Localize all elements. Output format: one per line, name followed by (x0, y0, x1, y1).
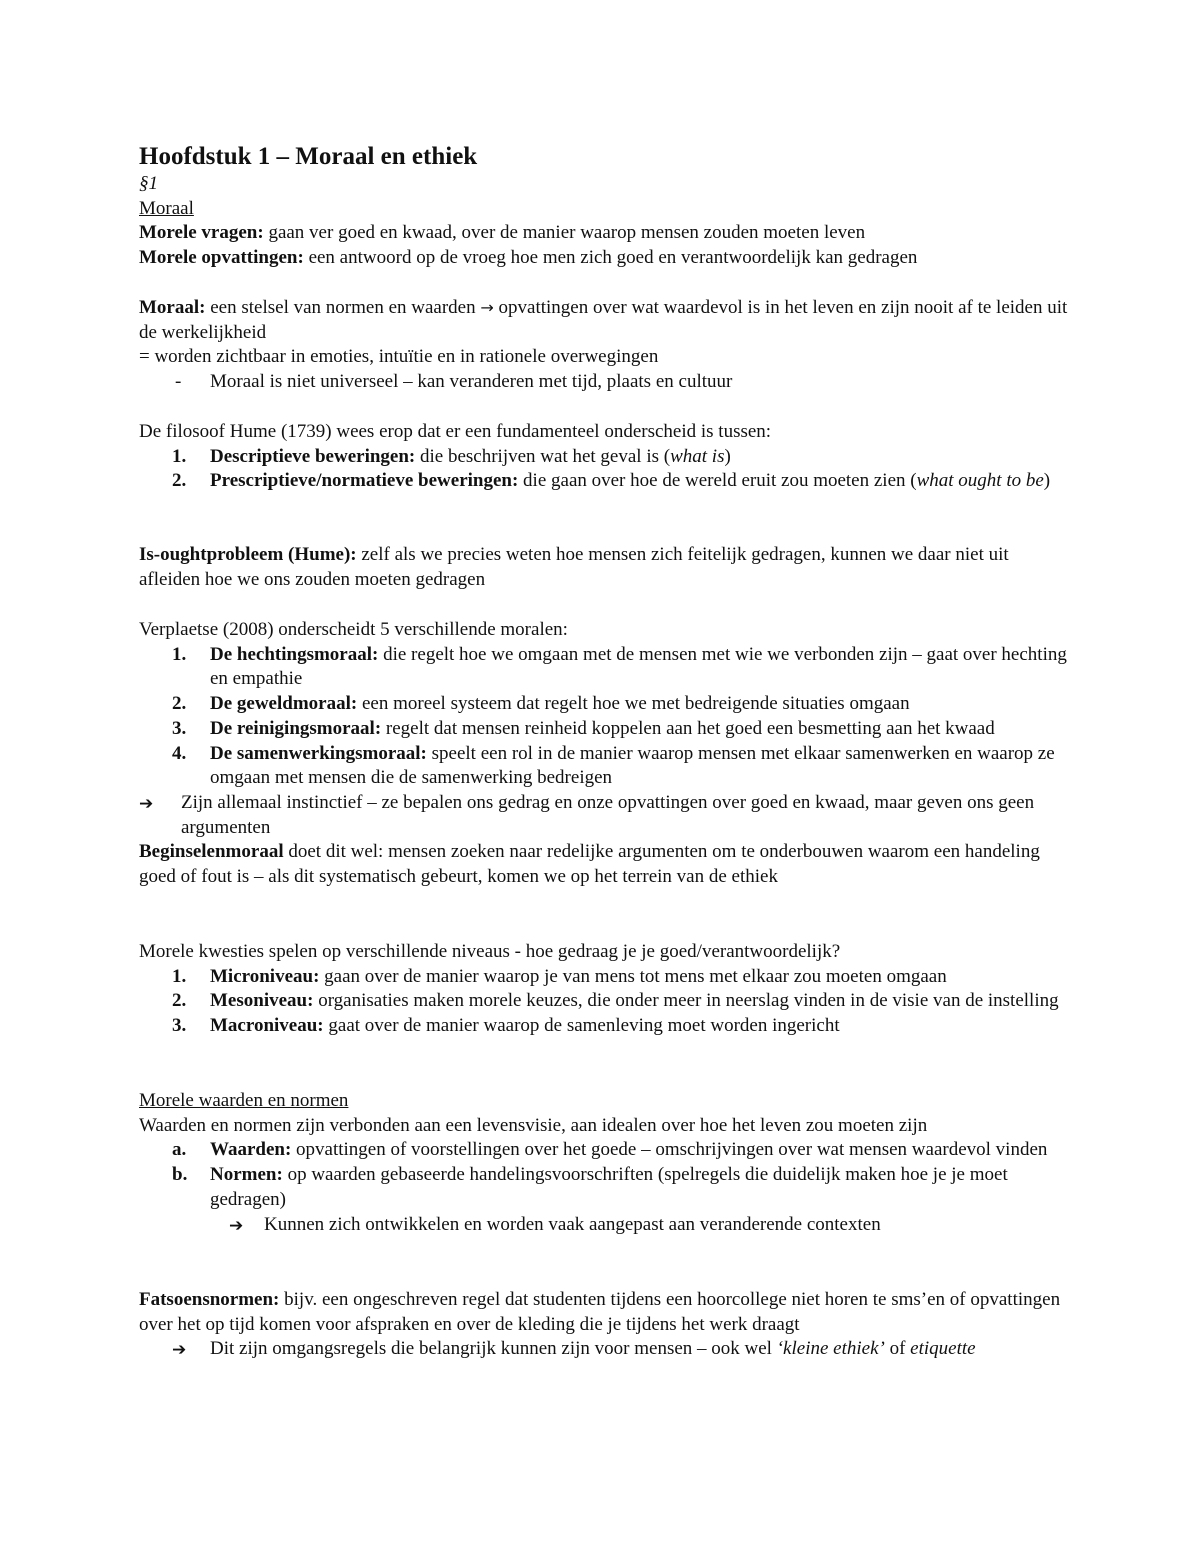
list-item: - Moraal is niet universeel – kan veranderen met tijd, plaats en cultuur (139, 370, 1069, 395)
niveaus-intro: Morele kwesties spelen op verschillende niveaus - hoe gedraag je je goed/verantwoordelijk? (139, 941, 841, 962)
definition-morele-opvattingen: Morele opvattingen: een antwoord op de vroeg hoe men zich goed en verantwoordelijk kan gedragen (139, 247, 918, 269)
arrow-icon: ➔ (139, 793, 154, 814)
arrow-icon: ➔ (229, 1215, 244, 1236)
niveaus-block (139, 940, 1069, 1039)
list-item: 2. De geweldmoraal: een moreel systeem dat regelt hoe we met bedreigende situaties omgaan (172, 693, 910, 715)
list-item: 4. De samenwerkingsmoraal: speelt een rol in de manier waarop mensen met elkaar samenwerken en waarop ze omgaan met mensen die de samenwerking bedreigen (172, 742, 1055, 789)
list-item: 1. Descriptieve beweringen: die beschrijven wat het geval is (what is) (172, 445, 731, 467)
arrow-item: ➔ Zijn allemaal instinctief – ze bepalen ons gedrag en onze opvattingen over goed en kwaad, maar geven ons geen argumenten (139, 791, 1035, 838)
waarden-intro: Waarden en normen zijn verbonden aan een levensvisie, aan idealen over hoe het leven zou moeten zijn (139, 1114, 928, 1136)
list-item: b. Normen: op waarden gebaseerde handelingsvoorschriften (spelregels die duidelijk maken hoe je je moet gedragen) (172, 1164, 1008, 1210)
moraal-line: = worden zichtbaar in emoties, intuïtie en in rationele overwegingen (139, 346, 659, 368)
list-item: 1. Microniveau: gaan over de manier waarop je van mens tot mens met elkaar zou moeten omgaan (172, 965, 947, 987)
is-ought-block (139, 543, 1069, 592)
hume-block (139, 420, 1069, 494)
header-block (139, 142, 1069, 271)
dash-bullet: - (175, 371, 182, 393)
arrow-icon: → (480, 298, 494, 317)
definition-moraal: Moraal: een stelsel van normen en waarden → opvattingen over wat waardevol is in het leven en zijn nooit af te leiden uit de werkelijkheid (139, 297, 1068, 343)
list-item: 2. Prescriptieve/normatieve beweringen: die gaan over hoe de wereld eruit zou moeten zien (what ought to be) (172, 470, 1051, 492)
verplaetse-intro: Verplaetse (2008) onderscheidt 5 verschillende moralen: (139, 619, 568, 640)
arrow-item: ➔ Kunnen zich ontwikkelen en worden vaak aangepast aan veranderende contexten (139, 1213, 1069, 1238)
page-title: Hoofdstuk 1 – Moraal en ethiek (139, 143, 478, 170)
section-number: §1 (139, 173, 158, 194)
list-item: a. Waarden: opvattingen of voorstellingen over het goede – omschrijvingen over wat mensen waardevol vinden (172, 1139, 1048, 1161)
waarden-block (139, 1089, 1069, 1237)
definition-fatsoensnormen: Fatsoensnormen: bijv. een ongeschreven regel dat studenten tijdens een hoorcollege niet horen te sms’en of opvattingen over het op tijd komen voor afspraken en over de kleding die je tijdens het werk draagt (139, 1289, 1061, 1335)
list-item: 3. De reinigingsmoraal: regelt dat mensen reinheid koppelen aan het goed een besmetting aan het kwaad (172, 717, 995, 739)
subheading-moraal: Moraal (139, 197, 194, 219)
arrow-item: ➔ Dit zijn omgangsregels die belangrijk kunnen zijn voor mensen – ook wel ‘kleine ethiek’ of etiquette (139, 1337, 1069, 1362)
list-item: 3. Macroniveau: gaat over de manier waarop de samenleving moet worden ingericht (172, 1015, 840, 1037)
list-item: 2. Mesoniveau: organisaties maken morele keuzes, die onder meer in neerslag vinden in de visie van de instelling (172, 990, 1059, 1012)
hume-intro: De filosoof Hume (1739) wees erop dat er een fundamenteel onderscheid is tussen: (139, 421, 772, 442)
list-item: 1. De hechtingsmoraal: die regelt hoe we omgaan met de mensen met wie we verbonden zijn – gaat over hechting en empathie (172, 643, 1067, 690)
fatsoen-block (139, 1288, 1069, 1362)
moraal-block (139, 296, 1069, 395)
arrow-icon: ➔ (172, 1340, 187, 1361)
definition-is-ought: Is-oughtprobleem (Hume): zelf als we precies weten hoe mensen zich feitelijk gedragen, kunnen we daar niet uit afleiden hoe we ons zouden moeten gedragen (139, 544, 1009, 590)
subheading-waarden-normen: Morele waarden en normen (139, 1090, 349, 1111)
verplaetse-block (139, 618, 1069, 890)
definition-beginselenmoraal: Beginselenmoraal doet dit wel: mensen zoeken naar redelijke argumenten om te onderbouwen waarom een handeling goed of fout is – als dit systematisch gebeurt, komen we op het terrein van de ethiek (139, 841, 1040, 888)
definition-morele-vragen: Morele vragen: gaan ver goed en kwaad, over de manier waarop mensen zouden moeten leven (139, 222, 866, 244)
